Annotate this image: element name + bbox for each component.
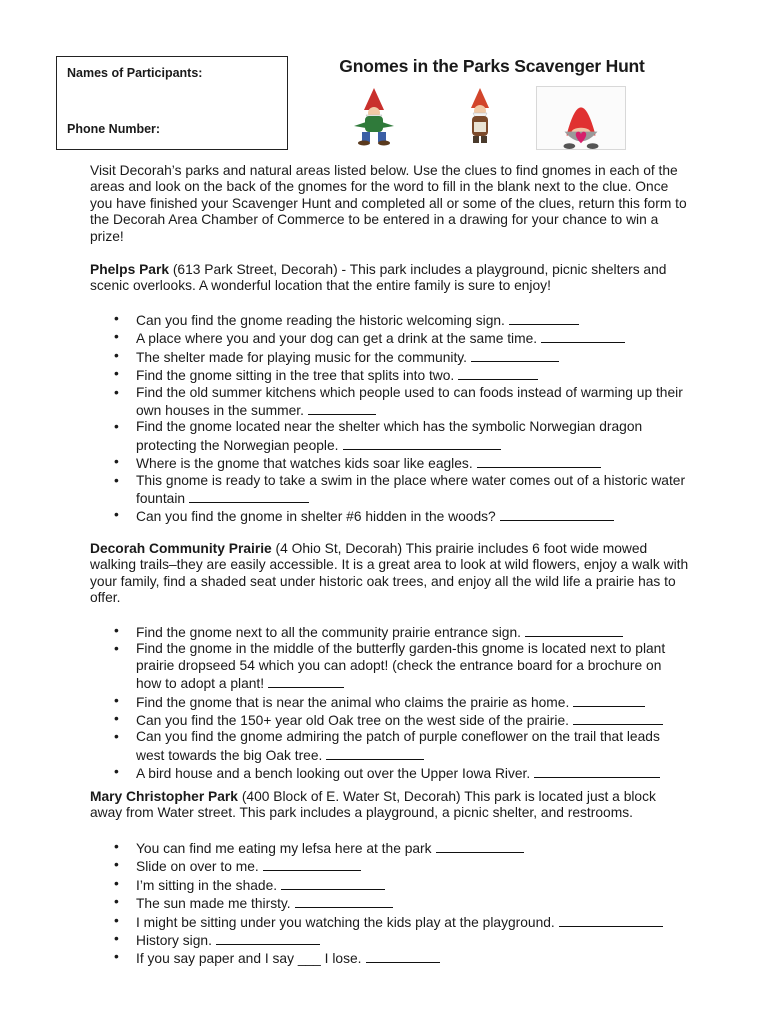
answer-blank[interactable]	[436, 839, 524, 853]
clue-item: • Where is the gnome that watches kids soar like eagles.	[90, 454, 690, 472]
bullet-icon: •	[114, 641, 119, 657]
bullet-icon: •	[114, 711, 119, 727]
answer-blank[interactable]	[541, 329, 625, 343]
clue-item: • Find the gnome next to all the community prairie entrance sign.	[90, 623, 690, 641]
park-name: Mary Christopher Park	[90, 789, 238, 804]
bullet-icon: •	[114, 623, 119, 638]
gnome-sitting-icon	[344, 86, 404, 146]
answer-blank[interactable]	[477, 454, 601, 468]
clue-item: • A bird house and a bench looking out over the Upper Iowa River.	[90, 764, 690, 782]
park-name: Decorah Community Prairie	[90, 541, 272, 556]
clue-item: • I’m sitting in the shade.	[90, 876, 690, 894]
answer-blank[interactable]	[268, 674, 344, 688]
bullet-icon: •	[114, 875, 119, 891]
park-description: (613 Park Street, Decorah) - This park includes a playground, picnic shelters and scenic overlooks. A wonderful location that the entire family is sure to enjoy!	[90, 262, 667, 294]
gnome-heart-icon	[537, 87, 625, 149]
answer-blank[interactable]	[263, 857, 361, 871]
bullet-icon: •	[114, 729, 119, 745]
clue-item: • If you say paper and I say ___ I lose.	[90, 949, 690, 967]
section-phelps-park	[90, 262, 690, 295]
clue-item: • Find the gnome sitting in the tree that splits into two.	[90, 366, 690, 384]
bullet-icon: •	[114, 507, 119, 523]
clue-item: • Can you find the 150+ year old Oak tree on the west side of the prairie.	[90, 711, 690, 729]
participants-label: Names of Participants:	[67, 66, 203, 80]
answer-blank[interactable]	[458, 366, 538, 380]
section-mary-christopher-park	[90, 789, 690, 822]
clue-item: • Find the gnome that is near the animal who claims the prairie as home.	[90, 693, 690, 711]
participant-info-box	[56, 56, 288, 150]
clue-item: • A place where you and your dog can get a drink at the same time.	[90, 329, 690, 347]
clue-item: • Find the gnome in the middle of the butterfly garden-this gnome is located next to plant prairie dropseed 54 which you can adopt! (check the entrance board for a brochure on how to adopt a plant!	[114, 641, 666, 692]
bullet-icon: •	[114, 472, 119, 488]
clue-item: • History sign.	[90, 931, 690, 949]
bullet-icon: •	[114, 384, 119, 400]
answer-blank[interactable]	[343, 436, 501, 450]
bullet-icon: •	[114, 366, 119, 382]
answer-blank[interactable]	[281, 876, 385, 890]
park-description: (400 Block of E. Water St, Decorah) This park is located just a block away from Water street. This park includes a playground, a picnic shelter, and restrooms.	[90, 789, 656, 821]
clue-item: • Find the old summer kitchens which people used to can foods instead of warming up their own houses in the summer.	[114, 384, 683, 419]
gnome-heart-image	[536, 86, 626, 150]
answer-blank[interactable]	[534, 764, 660, 778]
answer-blank[interactable]	[471, 348, 559, 362]
clue-item: • I might be sitting under you watching the kids play at the playground.	[90, 913, 690, 931]
bullet-icon: •	[114, 857, 119, 873]
answer-blank[interactable]	[573, 711, 663, 725]
bullet-icon: •	[114, 912, 119, 928]
clue-list-phelps	[90, 311, 690, 526]
park-description: (4 Ohio St, Decorah) This prairie includes 6 foot wide mowed walking trails–they are easily accessible. It is a great area to look at wild flowers, enjoy a walk with your family, find a shaded seat under historic oak trees, and enjoy all the wild life a prairie has to offer.	[90, 541, 689, 606]
bullet-icon: •	[114, 347, 119, 363]
bullet-icon: •	[114, 419, 119, 435]
answer-blank[interactable]	[509, 311, 579, 325]
answer-blank[interactable]	[216, 931, 320, 945]
clue-item: • Can you find the gnome admiring the patch of purple coneflower on the trail that leads west towards the big Oak tree.	[114, 729, 660, 763]
clue-list-prairie	[90, 623, 690, 783]
answer-blank[interactable]	[189, 489, 309, 503]
clue-list-mary-christopher	[90, 839, 690, 968]
bullet-icon: •	[114, 329, 119, 345]
answer-blank[interactable]	[559, 913, 663, 927]
answer-blank[interactable]	[525, 623, 623, 637]
bullet-icon: •	[114, 839, 119, 854]
bullet-icon: •	[114, 931, 119, 947]
answer-blank[interactable]	[500, 507, 614, 521]
page-title: Gnomes in the Parks Scavenger Hunt	[339, 56, 645, 76]
gnome-standing-icon	[450, 86, 510, 146]
answer-blank[interactable]	[573, 693, 645, 707]
clue-item: • Can you find the gnome in shelter #6 hidden in the woods?	[90, 507, 690, 525]
bullet-icon: •	[114, 949, 119, 965]
bullet-icon: •	[114, 764, 119, 780]
answer-blank[interactable]	[295, 894, 393, 908]
intro-paragraph: Visit Decorah’s parks and natural areas listed below. Use the clues to find gnomes in each of the areas and look on the back of the gnomes for the word to fill in the blank next to the clue. Once you have finished your Scavenger Hunt and completed all or some of the clues, return this form to the Decorah Area Chamber of Commerce to be entered in a drawing for your chance to win a prize!	[90, 163, 687, 244]
clue-item: • You can find me eating my lefsa here at the park	[90, 839, 690, 857]
bullet-icon: •	[114, 311, 119, 326]
bullet-icon: •	[114, 894, 119, 910]
clue-item: • The shelter made for playing music for the community.	[90, 348, 690, 366]
bullet-icon: •	[114, 454, 119, 470]
bullet-icon: •	[114, 692, 119, 708]
clue-item: • This gnome is ready to take a swim in the place where water comes out of a historic water fountain	[114, 472, 686, 507]
answer-blank[interactable]	[366, 949, 440, 963]
answer-blank[interactable]	[308, 401, 376, 415]
clue-item: • The sun made me thirsty.	[90, 894, 690, 912]
phone-label: Phone Number:	[67, 122, 161, 136]
answer-blank[interactable]	[326, 746, 424, 760]
clue-item: • Can you find the gnome reading the historic welcoming sign.	[90, 311, 690, 329]
park-name: Phelps Park	[90, 262, 169, 277]
clue-item: • Slide on over to me.	[90, 857, 690, 875]
clue-item: • Find the gnome located near the shelter which has the symbolic Norwegian dragon protecting the Norwegian people.	[114, 419, 643, 453]
section-community-prairie	[90, 541, 690, 607]
